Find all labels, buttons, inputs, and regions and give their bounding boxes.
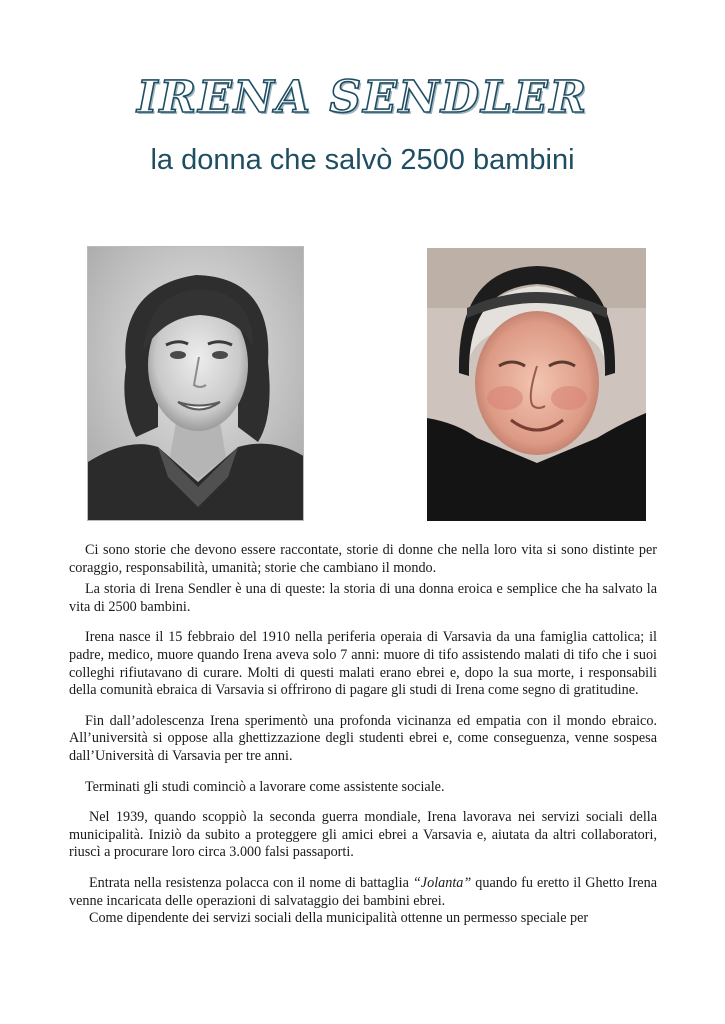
- page-subtitle: la donna che salvò 2500 bambini: [150, 144, 575, 176]
- page-title: IRENA SENDLER: [136, 72, 589, 123]
- resistance-text-start: Entrata nella resistenza polacca con il nome di battaglia: [89, 874, 413, 891]
- paragraph-intro: Ci sono storie che devono essere raccontate, storie di donne che nella loro vita si sono distinte per coraggio, responsabilità, umanità; storie che cambiano il mondo.: [69, 542, 657, 576]
- paragraph-birth: Irena nasce il 15 febbraio del 1910 nella periferia operaia di Varsavia da una famiglia cattolica; il padre, medico, muore quando Irena aveva solo 7 anni: muore di tifo assistendo malati di tifo che i suoi colleghi rifiutavano di curare. Molti di questi malati erano ebrei e, dopo la sua morte, i responsabili della comunità ebraica di Varsavia si offrirono di pagare gli studi di Irena come segno di gratitudine.: [69, 629, 657, 699]
- portrait-young-photo: [87, 246, 304, 521]
- resistance-text-end: quando fu eretto il Ghetto Irena venne incaricata delle operazioni di salvataggio dei bambini ebrei.: [69, 874, 657, 909]
- paragraph-resistance: [69, 875, 657, 928]
- paragraph-university: Fin dall’adolescenza Irena sperimentò una profonda vicinanza ed empatia con il mondo ebraico. All’università si oppose alla ghettizzazione degli studenti ebrei e, come conseguenza, venne sospesa dall’Università di Varsavia per tre anni.: [69, 712, 657, 764]
- paragraph-story: La storia di Irena Sendler è una di queste: la storia di una donna eroica e semplice che ha salvato la vita di 2500 bambini.: [69, 581, 657, 615]
- battle-name: “Jolanta”: [412, 874, 472, 891]
- article-body: [69, 542, 657, 928]
- paragraph-war: Nel 1939, quando scoppiò la seconda guerra mondiale, Irena lavorava nei servizi sociali della municipalità. Iniziò da subito a proteggere gli amici ebrei a Varsavia e, aiutata da altri collaboratori, riuscì a procurare loro circa 3.000 falsi passaporti.: [69, 809, 657, 861]
- resistance-text-last-line: Come dipendente dei servizi sociali della municipalità ottenne un permesso speciale per: [89, 910, 589, 927]
- paragraph-social-worker: Terminati gli studi cominciò a lavorare come assistente sociale.: [85, 778, 445, 795]
- portrait-old-photo: [427, 248, 646, 521]
